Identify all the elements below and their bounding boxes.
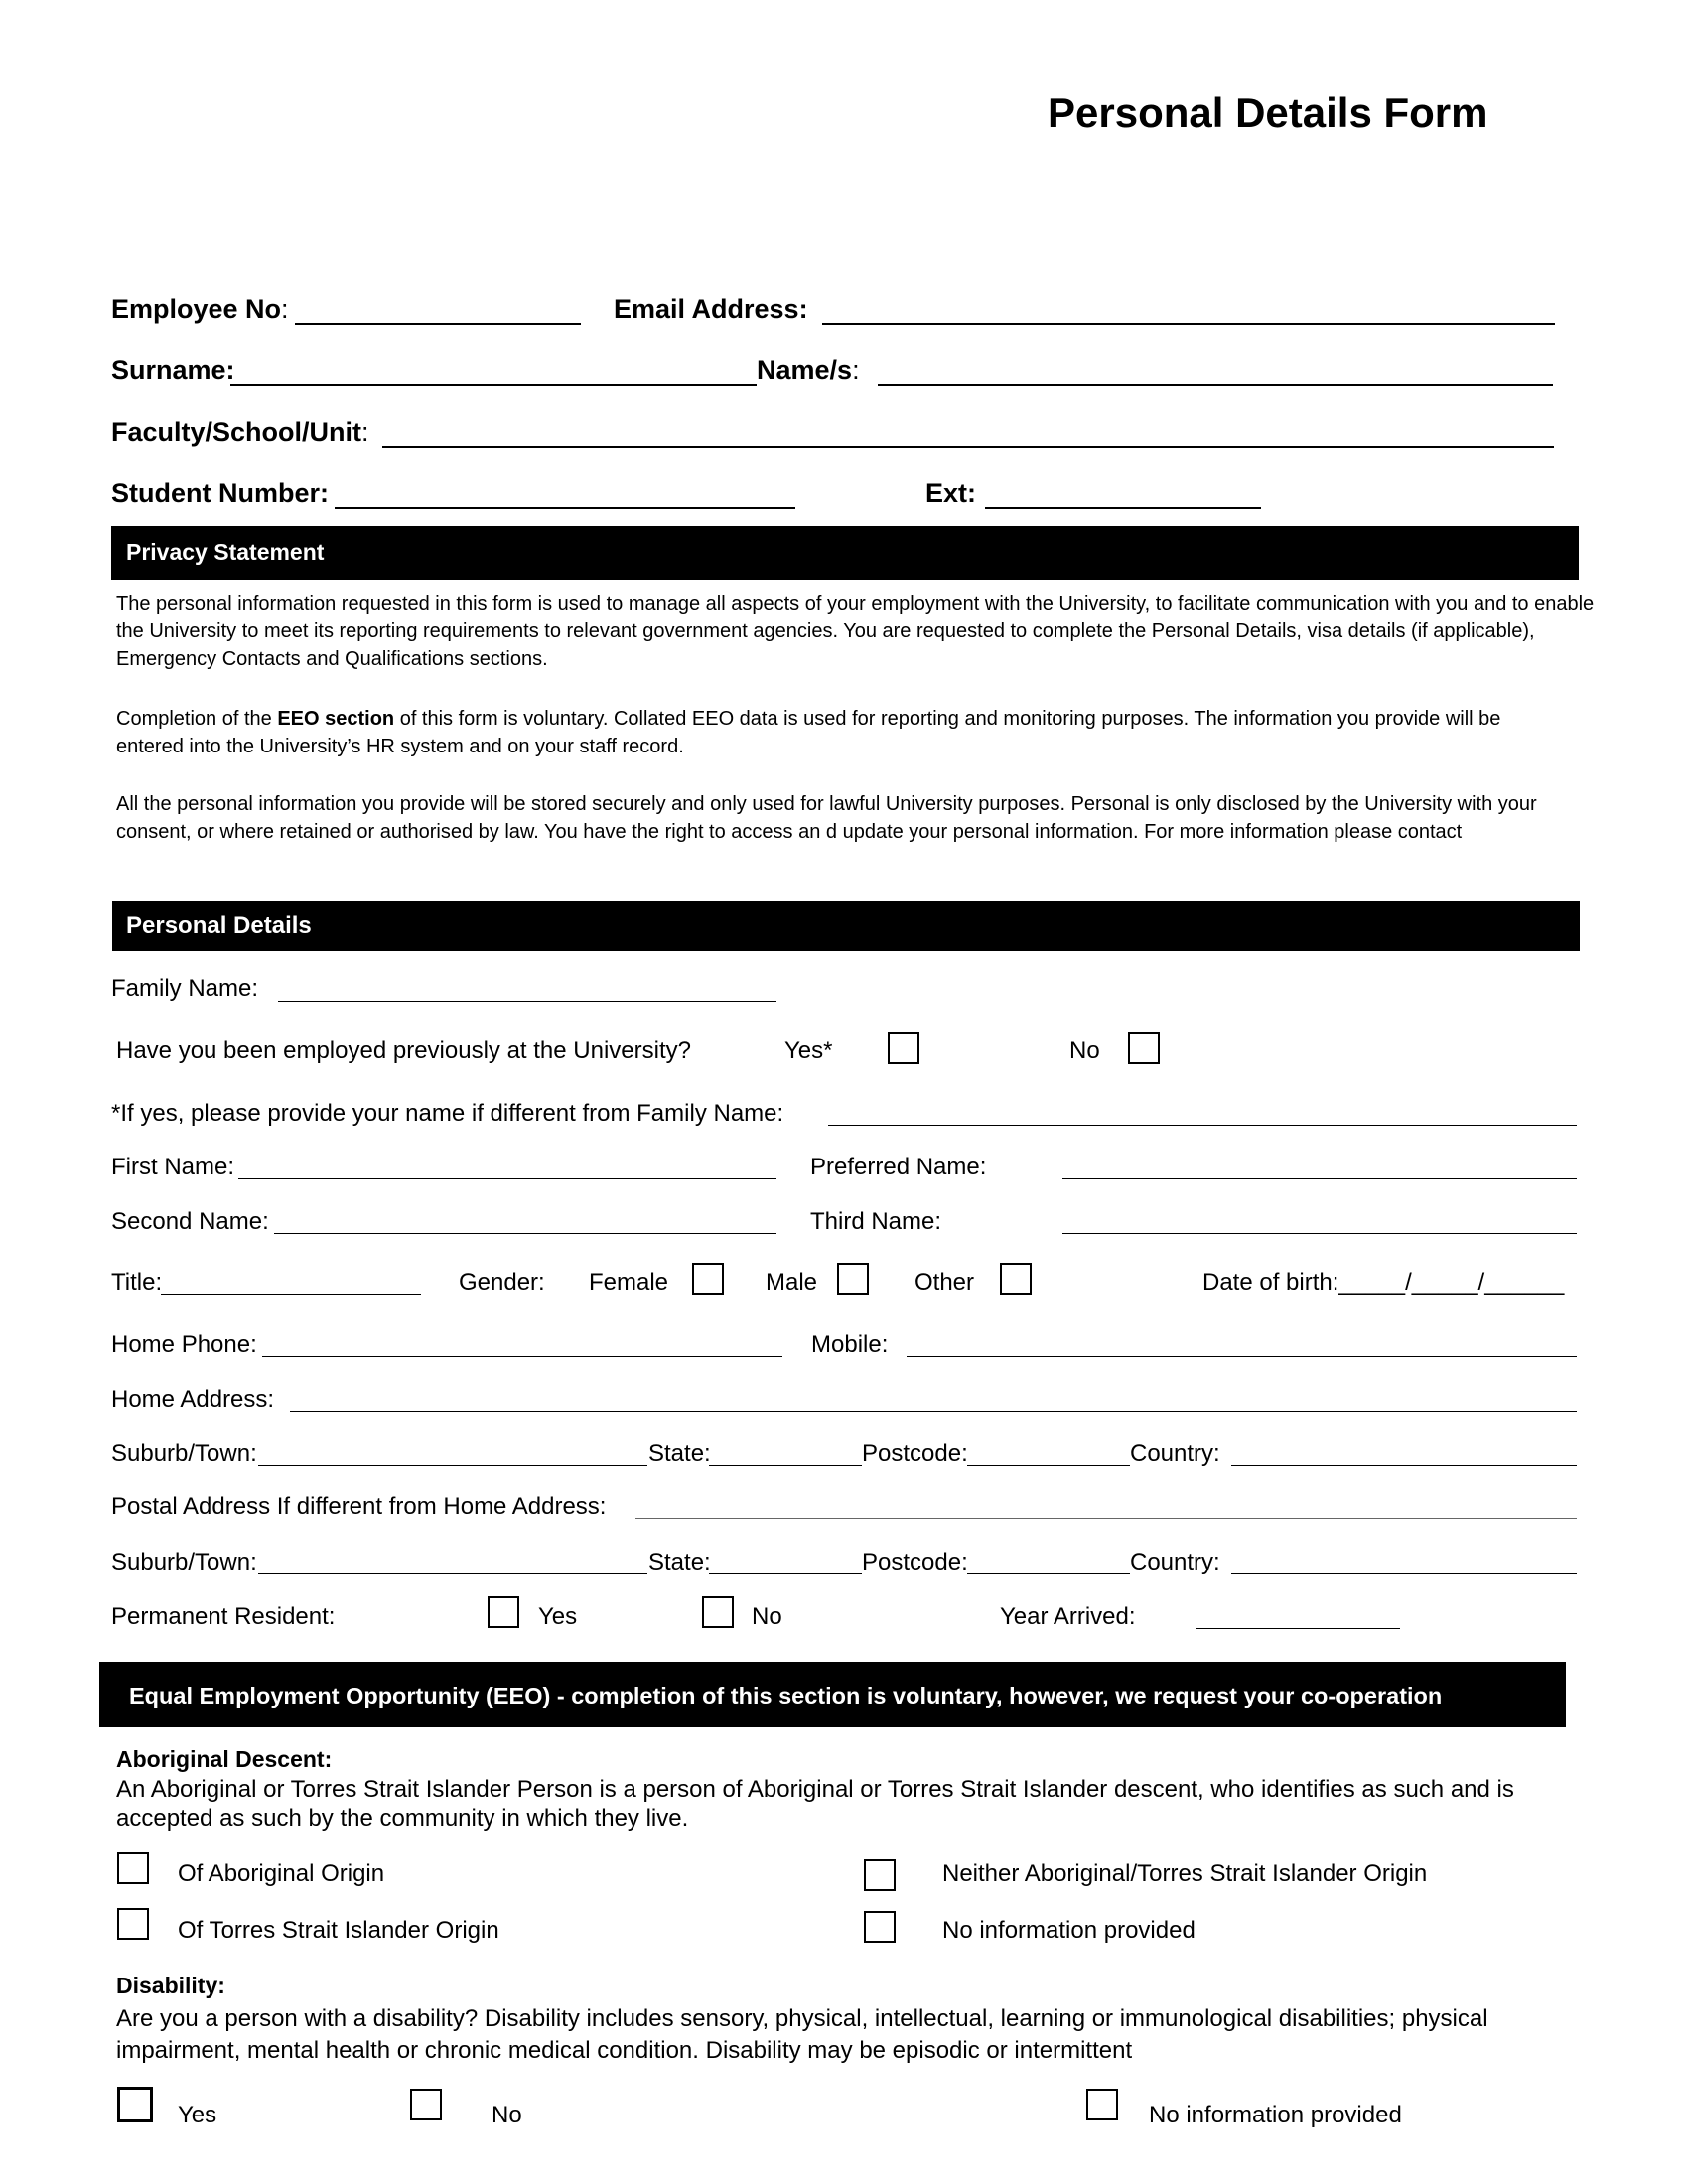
resident-yes-checkbox[interactable] xyxy=(488,1596,519,1628)
names-field[interactable] xyxy=(878,384,1553,386)
if-yes-label: *If yes, please provide your name if different from Family Name: xyxy=(111,1100,784,1127)
postal-address-field[interactable] xyxy=(635,1518,1577,1519)
mobile-label: Mobile: xyxy=(811,1331,889,1358)
eeo-heading: Equal Employment Opportunity (EEO) - completion of this section is voluntary, however, we request your co-operation xyxy=(129,1683,1443,1708)
privacy-paragraph-1: The personal information requested in this form is used to manage all aspects of your employment with the University, to facilitate communication with you and to enable the University to meet its reporting requirements to relevant government agencies. You are requested to complete the Personal Details, visa details (if applicable), Emergency Contacts and Qualifications sections. xyxy=(116,593,1595,670)
aboriginal-origin-label: Of Aboriginal Origin xyxy=(178,1860,385,1887)
disability-yes-label: Yes xyxy=(178,2102,217,2128)
postal-state-label: State: xyxy=(648,1549,711,1575)
torres-origin-label: Of Torres Strait Islander Origin xyxy=(178,1917,499,1944)
torres-origin-checkbox[interactable] xyxy=(117,1908,149,1940)
disability-yes-checkbox[interactable] xyxy=(117,2087,153,2122)
year-arrived-field[interactable] xyxy=(1196,1628,1400,1629)
female-label: Female xyxy=(589,1269,669,1296)
second-name-label: Second Name: xyxy=(111,1208,269,1235)
names-label: Name/s: xyxy=(757,355,860,385)
ext-label: Ext: xyxy=(925,478,977,508)
suburb-label: Suburb/Town: xyxy=(111,1440,257,1467)
title-field[interactable] xyxy=(161,1294,421,1295)
employed-yes-label: Yes* xyxy=(784,1037,833,1064)
third-name-label: Third Name: xyxy=(810,1208,942,1235)
surname-label: Surname: xyxy=(111,355,235,385)
postcode-label: Postcode: xyxy=(862,1440,968,1467)
first-name-label: First Name: xyxy=(111,1154,235,1180)
other-checkbox[interactable] xyxy=(1000,1263,1032,1295)
preferred-name-field[interactable] xyxy=(1062,1178,1577,1179)
permanent-resident-label: Permanent Resident: xyxy=(111,1603,336,1630)
employed-no-label: No xyxy=(1069,1037,1100,1064)
disability-no-label: No xyxy=(492,2102,522,2128)
country-label: Country: xyxy=(1130,1440,1220,1467)
privacy-header-bar xyxy=(111,526,1579,580)
privacy-paragraph-2: Completion of the EEO section of this form is voluntary. Collated EEO data is used for reporting and monitoring purposes. The information you provide will be entered into the University’s HR system and on your staff record. xyxy=(116,708,1501,757)
faculty-label: Faculty/School/Unit: xyxy=(111,417,369,447)
postcode-field[interactable] xyxy=(967,1465,1130,1466)
country-field[interactable] xyxy=(1231,1465,1577,1466)
postal-suburb-label: Suburb/Town: xyxy=(111,1549,257,1575)
disability-no-info-checkbox[interactable] xyxy=(1086,2089,1118,2120)
employee-no-field[interactable] xyxy=(295,323,581,325)
disability-heading: Disability: xyxy=(116,1973,225,1998)
ext-field[interactable] xyxy=(985,507,1261,509)
aboriginal-heading: Aboriginal Descent: xyxy=(116,1746,333,1772)
resident-yes-label: Yes xyxy=(538,1603,578,1630)
no-info-origin-label: No information provided xyxy=(942,1917,1196,1944)
home-phone-label: Home Phone: xyxy=(111,1331,257,1358)
other-label: Other xyxy=(914,1269,975,1296)
male-checkbox[interactable] xyxy=(837,1263,869,1295)
employed-no-checkbox[interactable] xyxy=(1128,1032,1160,1064)
gender-label: Gender: xyxy=(459,1269,545,1296)
aboriginal-text: An Aboriginal or Torres Strait Islander Person is a person of Aboriginal or Torres Strait Islander descent, who identifies as such and is accepted as such by the community in which they live. xyxy=(116,1776,1514,1832)
home-address-label: Home Address: xyxy=(111,1386,275,1413)
postal-suburb-field[interactable] xyxy=(258,1573,647,1574)
aboriginal-origin-checkbox[interactable] xyxy=(117,1852,149,1884)
student-number-field[interactable] xyxy=(335,507,795,509)
disability-no-info-label: No information provided xyxy=(1149,2102,1402,2128)
male-label: Male xyxy=(766,1269,818,1296)
female-checkbox[interactable] xyxy=(692,1263,724,1295)
postal-postcode-label: Postcode: xyxy=(862,1549,968,1575)
personal-header-bar xyxy=(112,901,1580,951)
preferred-name-label: Preferred Name: xyxy=(810,1154,987,1180)
resident-no-label: No xyxy=(752,1603,782,1630)
previous-name-field[interactable] xyxy=(828,1125,1577,1126)
suburb-field[interactable] xyxy=(258,1465,647,1466)
neither-origin-checkbox[interactable] xyxy=(864,1859,896,1891)
resident-no-checkbox[interactable] xyxy=(702,1596,734,1628)
employee-no-label: Employee No: xyxy=(111,294,289,324)
personal-heading: Personal Details xyxy=(126,912,312,939)
mobile-field[interactable] xyxy=(907,1356,1577,1357)
third-name-field[interactable] xyxy=(1062,1233,1577,1234)
postal-address-label: Postal Address If different from Home Address: xyxy=(111,1493,607,1520)
title-label: Title: xyxy=(111,1269,163,1296)
privacy-heading: Privacy Statement xyxy=(126,539,325,565)
disability-text: Are you a person with a disability? Disability includes sensory, physical, intellectual, learning or immunological disabilities; physical impairment, mental health or chronic medical condition. Disability may be episodic or intermittent xyxy=(116,2005,1488,2064)
no-info-origin-checkbox[interactable] xyxy=(864,1911,896,1943)
postal-country-field[interactable] xyxy=(1231,1573,1577,1574)
postal-country-label: Country: xyxy=(1130,1549,1220,1575)
first-name-field[interactable] xyxy=(238,1178,776,1179)
date-of-birth-field[interactable]: Date of birth:_____/_____/______ xyxy=(1202,1269,1565,1296)
email-field[interactable] xyxy=(822,323,1555,325)
family-name-field[interactable] xyxy=(278,1001,776,1002)
email-label: Email Address: xyxy=(614,294,808,324)
family-name-label: Family Name: xyxy=(111,975,259,1002)
home-phone-field[interactable] xyxy=(262,1356,782,1357)
year-arrived-label: Year Arrived: xyxy=(1000,1603,1136,1630)
employed-yes-checkbox[interactable] xyxy=(888,1032,919,1064)
eeo-header-bar xyxy=(99,1662,1566,1727)
employed-question: Have you been employed previously at the University? xyxy=(116,1037,691,1064)
home-address-field[interactable] xyxy=(290,1411,1577,1412)
second-name-field[interactable] xyxy=(274,1233,776,1234)
student-number-label: Student Number: xyxy=(111,478,329,508)
postal-postcode-field[interactable] xyxy=(967,1573,1130,1574)
state-label: State: xyxy=(648,1440,711,1467)
postal-state-field[interactable] xyxy=(709,1573,862,1574)
privacy-paragraph-3: All the personal information you provide will be stored securely and only used for lawful University purposes. Personal is only disclosed by the University with your consent, or where retained or authorised by law. You have the right to access an d update your personal information. For more information please contact xyxy=(116,793,1537,843)
state-field[interactable] xyxy=(709,1465,862,1466)
disability-no-checkbox[interactable] xyxy=(410,2089,442,2120)
faculty-field[interactable] xyxy=(382,446,1554,448)
neither-origin-label: Neither Aboriginal/Torres Strait Islander Origin xyxy=(942,1860,1428,1887)
surname-field[interactable] xyxy=(230,384,757,386)
form-title: Personal Details Form xyxy=(1048,89,1488,136)
